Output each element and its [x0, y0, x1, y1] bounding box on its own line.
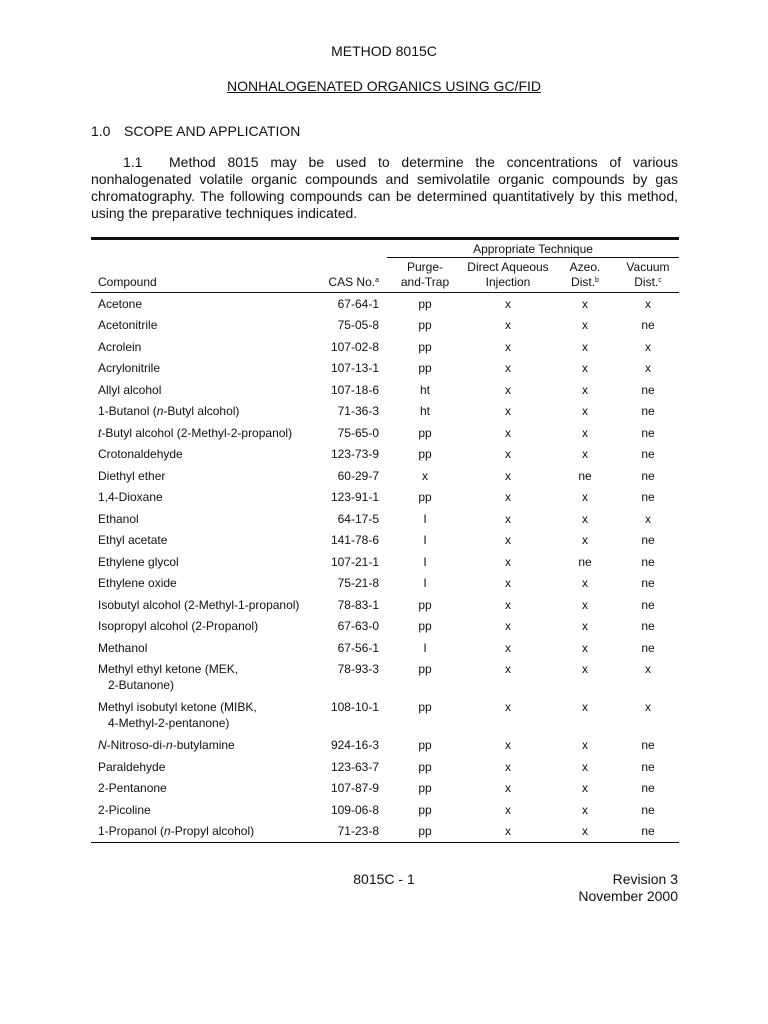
compound-name: 2-Picoline	[98, 802, 151, 817]
vacuum-dist-value: x	[645, 339, 651, 354]
table-row	[91, 336, 679, 358]
vacuum-dist-value: x	[645, 361, 651, 376]
cas-number: 75-65-0	[337, 425, 379, 440]
revision-number: Revision 3	[612, 871, 678, 887]
paragraph-number: 1.1	[123, 154, 143, 170]
azeo-dist-value: x	[553, 821, 617, 843]
vacuum-dist-value: ne	[641, 759, 655, 774]
header-compound: Compound	[91, 258, 307, 293]
azeo-dist-value: x	[582, 425, 588, 440]
cas-number: 108-10-1	[330, 699, 379, 714]
direct-injection-value: x	[505, 640, 511, 655]
cas-number: 109-06-8	[330, 802, 379, 817]
table-row	[91, 697, 679, 735]
purge-and-trap-value: pp	[418, 661, 432, 676]
direct-injection-value: x	[505, 619, 511, 634]
purge-and-trap-value: pp	[387, 821, 463, 843]
table-row	[91, 379, 679, 401]
technique-group-header: Appropriate Technique	[387, 239, 679, 258]
table-row	[91, 735, 679, 757]
azeo-dist-value: x	[582, 511, 588, 526]
compound-name: Diethyl ether	[98, 468, 166, 483]
revision-date: November 2000	[578, 888, 678, 904]
purge-and-trap-value: pp	[418, 447, 432, 462]
compound-name: Isobutyl alcohol (2-Methyl-1-propanol)	[98, 597, 300, 612]
header-direct-aqueous-injection: Direct Aqueous Injection	[463, 258, 553, 293]
purge-and-trap-value: pp	[418, 597, 432, 612]
azeo-dist-value: x	[582, 533, 588, 548]
vacuum-dist-value: ne	[641, 597, 655, 612]
purge-and-trap-value: I	[423, 576, 427, 591]
cas-number: 71-23-8	[307, 821, 387, 843]
direct-injection-value: x	[505, 759, 511, 774]
direct-injection-value: x	[505, 382, 511, 397]
azeo-dist-value: x	[582, 447, 588, 462]
vacuum-dist-value: ne	[641, 318, 655, 333]
header-azeo-dist: Azeo. Dist.$^b$	[553, 258, 617, 293]
compound-name: Methyl ethyl ketone (MEK, 2-Butanone)	[98, 661, 239, 692]
compound-name: Methanol	[98, 640, 148, 655]
compound-name: Methyl isobutyl ketone (MIBK, 4-Methyl-2-pentanone)	[98, 699, 257, 730]
compound-name: Paraldehyde	[98, 759, 166, 774]
vacuum-dist-value: ne	[641, 533, 655, 548]
revision-info	[578, 871, 678, 905]
table-row	[91, 778, 679, 800]
vacuum-dist-value: ne	[641, 425, 655, 440]
azeo-dist-value: ne	[578, 554, 592, 569]
direct-injection-value: x	[505, 597, 511, 612]
purge-and-trap-value: I	[423, 533, 427, 548]
table-row	[91, 530, 679, 552]
direct-injection-value: x	[505, 533, 511, 548]
vacuum-dist-value: ne	[641, 619, 655, 634]
table-row	[91, 637, 679, 659]
compound-name: Acetonitrile	[98, 318, 158, 333]
vacuum-dist-value: ne	[641, 640, 655, 655]
compound-name: Ethyl acetate	[98, 533, 168, 548]
table-row	[91, 358, 679, 380]
purge-and-trap-value: pp	[418, 781, 432, 796]
compound-name: Ethylene glycol	[98, 554, 179, 569]
direct-injection-value: x	[505, 490, 511, 505]
subtitle-text: NONHALOGENATED ORGANICS USING GC/FID	[227, 78, 541, 94]
purge-and-trap-value: I	[423, 640, 427, 655]
direct-injection-value: x	[505, 661, 511, 676]
direct-injection-value: x	[505, 296, 511, 311]
compound-name: Crotonaldehyde	[98, 447, 183, 462]
azeo-dist-value: x	[582, 738, 588, 753]
table-row	[91, 293, 679, 315]
vacuum-dist-value: ne	[641, 738, 655, 753]
cas-number: 60-29-7	[337, 468, 379, 483]
section-number: 1.0	[91, 123, 111, 139]
vacuum-dist-value: x	[645, 661, 651, 676]
table-row	[91, 444, 679, 466]
table-row	[91, 756, 679, 778]
direct-injection-value: x	[505, 339, 511, 354]
azeo-dist-value: x	[582, 802, 588, 817]
azeo-dist-value: x	[582, 661, 588, 676]
purge-and-trap-value: pp	[418, 738, 432, 753]
azeo-dist-value: x	[582, 318, 588, 333]
azeo-dist-value: x	[582, 781, 588, 796]
cas-number: 107-18-6	[330, 382, 379, 397]
page-identifier: 8015C - 1	[353, 871, 415, 887]
vacuum-dist-value: ne	[641, 781, 655, 796]
cas-number: 75-05-8	[337, 318, 379, 333]
cas-number: 75-21-8	[337, 576, 379, 591]
cas-number: 123-91-1	[330, 490, 379, 505]
cas-number: 67-56-1	[337, 640, 379, 655]
purge-and-trap-value: pp	[418, 619, 432, 634]
compound-name: Ethylene oxide	[98, 576, 177, 591]
azeo-dist-value: x	[582, 619, 588, 634]
azeo-dist-value: x	[582, 597, 588, 612]
table-row	[91, 487, 679, 509]
compound-name: 2-Pentanone	[98, 781, 167, 796]
cas-number: 107-02-8	[330, 339, 379, 354]
compound-name: 1-Propanol (n-Propyl alcohol)	[91, 821, 307, 843]
compound-name: 1,4-Dioxane	[98, 490, 163, 505]
section-heading	[91, 123, 300, 139]
purge-and-trap-value: pp	[418, 802, 432, 817]
vacuum-dist-value: ne	[641, 404, 655, 419]
azeo-dist-value: x	[582, 361, 588, 376]
purge-and-trap-value: pp	[418, 361, 432, 376]
purge-and-trap-value: pp	[418, 296, 432, 311]
direct-injection-value: x	[505, 425, 511, 440]
paragraph-text: Method 8015 may be used to determine the concentrations of various nonhalogenated volatile organic compounds and semivolatile organic compounds by gas chromatography. The following compounds can be determined quantitatively by this method, using the preparative techniques indicated.	[91, 154, 678, 221]
compound-name: Acrylonitrile	[98, 361, 161, 376]
vacuum-dist-value: ne	[641, 382, 655, 397]
section-title: SCOPE AND APPLICATION	[124, 123, 301, 139]
document-subtitle	[0, 78, 768, 94]
table-row	[91, 315, 679, 337]
table-row	[91, 508, 679, 530]
cas-number: 78-93-3	[337, 661, 379, 676]
compound-name: Acetone	[98, 296, 143, 311]
cas-number: 64-17-5	[337, 511, 379, 526]
azeo-dist-value: x	[582, 339, 588, 354]
direct-injection-value: x	[505, 738, 511, 753]
direct-injection-value: x	[505, 318, 511, 333]
azeo-dist-value: x	[582, 759, 588, 774]
table-row	[91, 401, 679, 423]
purge-and-trap-value: pp	[418, 318, 432, 333]
vacuum-dist-value: ne	[641, 447, 655, 462]
compound-name: Isopropyl alcohol (2-Propanol)	[98, 619, 259, 634]
table-row	[91, 465, 679, 487]
vacuum-dist-value: ne	[641, 802, 655, 817]
table-row	[91, 594, 679, 616]
cas-number: 107-13-1	[330, 361, 379, 376]
compound-table-body	[91, 293, 679, 843]
azeo-dist-value: x	[582, 296, 588, 311]
purge-and-trap-value: pp	[418, 699, 432, 714]
purge-and-trap-value: ht	[419, 404, 430, 419]
compound-table	[91, 237, 679, 843]
vacuum-dist-value: x	[645, 296, 651, 311]
compound-name: N-Nitroso-di-n-butylamine	[98, 738, 235, 753]
azeo-dist-value: x	[582, 490, 588, 505]
direct-injection-value: x	[505, 802, 511, 817]
cas-number: 107-21-1	[330, 554, 379, 569]
direct-injection-value: x	[505, 361, 511, 376]
direct-injection-value: x	[505, 447, 511, 462]
table-row	[91, 659, 679, 697]
azeo-dist-value: x	[582, 576, 588, 591]
vacuum-dist-value: ne	[641, 576, 655, 591]
compound-name: Allyl alcohol	[98, 382, 162, 397]
cas-number: 141-78-6	[330, 533, 379, 548]
header-cas: CAS No.$^a$	[307, 258, 387, 293]
purge-and-trap-value: I	[423, 554, 427, 569]
vacuum-dist-value: x	[645, 511, 651, 526]
direct-injection-value: x	[505, 468, 511, 483]
cas-number: 67-63-0	[337, 619, 379, 634]
compound-name: Ethanol	[98, 511, 139, 526]
compound-name: Acrolein	[98, 339, 142, 354]
table-row	[91, 821, 679, 843]
cas-number: 107-87-9	[330, 781, 379, 796]
scope-paragraph	[91, 154, 678, 222]
azeo-dist-value: x	[582, 699, 588, 714]
vacuum-dist-value: ne	[641, 468, 655, 483]
cas-number: 123-73-9	[330, 447, 379, 462]
table-row	[91, 422, 679, 444]
direct-injection-value: x	[505, 576, 511, 591]
table-row	[91, 799, 679, 821]
purge-and-trap-value: x	[422, 468, 428, 483]
purge-and-trap-value: pp	[418, 339, 432, 354]
azeo-dist-value: x	[582, 404, 588, 419]
purge-and-trap-value: ht	[419, 382, 430, 397]
table-row	[91, 551, 679, 573]
vacuum-dist-value: ne	[641, 490, 655, 505]
azeo-dist-value: x	[582, 382, 588, 397]
vacuum-dist-value: ne	[617, 821, 679, 843]
azeo-dist-value: x	[582, 640, 588, 655]
cas-number: 123-63-7	[330, 759, 379, 774]
table-row	[91, 616, 679, 638]
header-vacuum-dist: Vacuum Dist.$^c$	[617, 258, 679, 293]
purge-and-trap-value: I	[423, 511, 427, 526]
direct-injection-value: x	[505, 699, 511, 714]
cas-number: 71-36-3	[337, 404, 379, 419]
direct-injection-value: x	[505, 404, 511, 419]
purge-and-trap-value: pp	[418, 759, 432, 774]
cas-number: 67-64-1	[337, 296, 379, 311]
compound-name: t-Butyl alcohol (2-Methyl-2-propanol)	[98, 425, 293, 440]
direct-injection-value: x	[463, 821, 553, 843]
direct-injection-value: x	[505, 511, 511, 526]
direct-injection-value: x	[505, 781, 511, 796]
method-title: METHOD 8015C	[331, 43, 437, 59]
table-row	[91, 573, 679, 595]
header-purge-and-trap: Purge- and-Trap	[387, 258, 463, 293]
cas-number: 78-83-1	[337, 597, 379, 612]
purge-and-trap-value: pp	[418, 425, 432, 440]
vacuum-dist-value: x	[645, 699, 651, 714]
direct-injection-value: x	[505, 554, 511, 569]
azeo-dist-value: ne	[578, 468, 592, 483]
vacuum-dist-value: ne	[641, 554, 655, 569]
purge-and-trap-value: pp	[418, 490, 432, 505]
compound-name: 1-Butanol (n-Butyl alcohol)	[98, 404, 240, 419]
cas-number: 924-16-3	[330, 738, 379, 753]
